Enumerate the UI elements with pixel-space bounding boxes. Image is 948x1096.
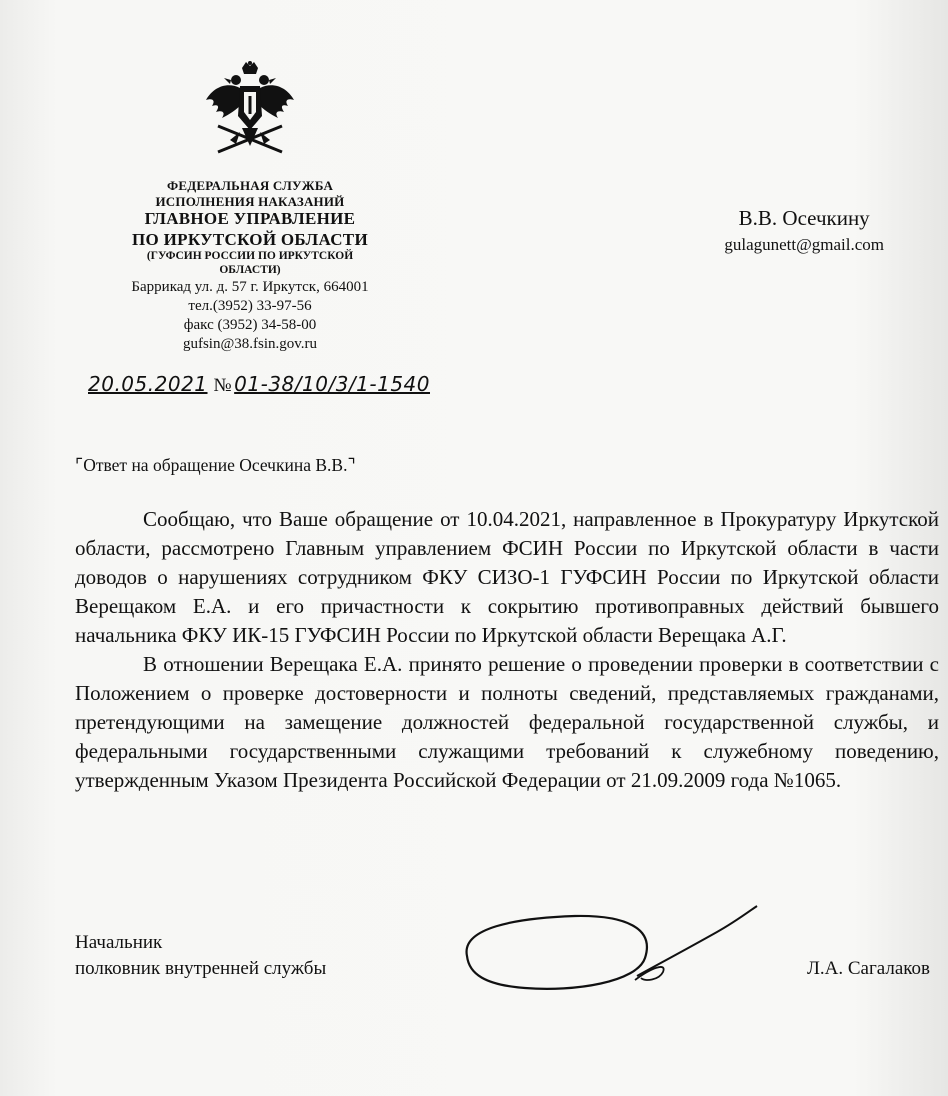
double-headed-eagle-emblem-icon (200, 60, 300, 160)
body-paragraph-1: Сообщаю, что Ваше обращение от 10.04.2021, направленное в Прокуратуру Иркутской области, рассмотрено Главным управлением ФСИН России по Иркутской области в части доводов о нарушениях сотрудником ФКУ СИЗО-1 ГУФСИН России по Иркутской области Верещаком Е.А. и его причастности к сокрытию противоправных действий бывшего начальника ФКУ ИК-15 ГУФСИН России по Иркутской области Верещака А.Г. (75, 507, 939, 647)
signatory-block (75, 930, 326, 981)
handwritten-signature-icon (455, 888, 765, 998)
sender-phone: тел.(3952) 33-97-56 (188, 297, 312, 314)
department-name-line2: ПО ИРКУТСКОЙ ОБЛАСТИ (132, 229, 368, 249)
recipient-name: В.В. Осечкину (738, 206, 870, 230)
signatory-title: Начальник (75, 932, 163, 953)
agency-name-line2: ИСПОЛНЕНИЯ НАКАЗАНИЙ (155, 193, 345, 209)
letter-body (75, 505, 939, 795)
registration-number-sign: № (213, 375, 233, 396)
signatory-rank: полковник внутренней службы (75, 957, 327, 979)
department-abbr-line1: (ГУФСИН РОССИИ ПО ИРКУТСКОЙ (146, 249, 354, 262)
registration-date: 20.05.2021 (88, 372, 208, 396)
body-paragraph-2: В отношении Верещака Е.А. принято решение о проведении проверки в соответствии с Положением о проверке достоверности и полноты сведений, представляемых гражданами, претендующими на замещение должностей федеральной государственной службы, и федеральными государственными служащими требований к служебному поведению, утвержденным Указом Президента Российской Федерации от 21.09.2009 года №1065. (75, 651, 939, 792)
recipient-email: gulagunett@gmail.com (724, 235, 884, 254)
letter-subject: ⌜Ответ на обращение Осечкина В.В.⌝ (75, 455, 356, 475)
agency-name-line1: ФЕДЕРАЛЬНАЯ СЛУЖБА (166, 178, 334, 193)
sender-email: gufsin@38.fsin.gov.ru (182, 336, 318, 353)
department-name-line1: ГЛАВНОЕ УПРАВЛЕНИЕ (144, 209, 356, 229)
sender-header (90, 178, 410, 354)
sender-address: Баррикад ул. д. 57 г. Иркутск, 664001 (131, 278, 369, 295)
department-abbr-line2: ОБЛАСТИ) (219, 263, 281, 276)
registration-number: 01-38/10/3/1-1540 (234, 372, 430, 396)
signatory-name: Л.А. Сагалаков (806, 958, 930, 979)
registration-stamp (88, 372, 430, 397)
recipient-block (724, 206, 884, 255)
sender-fax: факс (3952) 34-58-00 (183, 316, 317, 333)
